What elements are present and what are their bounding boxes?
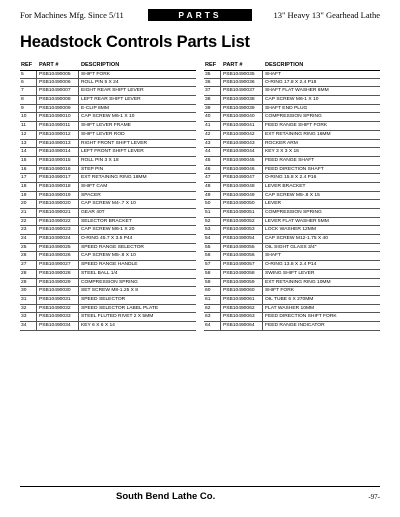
part-number-cell: PSB10490046 [221, 166, 263, 174]
table-row [20, 131, 196, 140]
description-cell: SPEED RANGE SELECTOR [81, 244, 144, 250]
ref-cell: 21 [20, 209, 37, 217]
ref-cell: 20 [20, 200, 37, 208]
part-number-cell: PSB10490045 [221, 157, 263, 165]
description-cell: EIGHT REAR SHIFT LEVER [81, 88, 144, 94]
description-cell: O-RING 45.7 X 3.5 P44 [81, 236, 133, 242]
description-cell: SPACER [81, 192, 101, 198]
table-row [20, 296, 196, 305]
description-cell: FEED DIRECTION SHIFT FORK [265, 314, 337, 320]
part-number-cell: PSB10490063 [221, 313, 263, 321]
ref-cell: 47 [204, 174, 221, 182]
column-header-ref: REF [21, 62, 33, 68]
part-number-cell: PSB10490028 [37, 270, 79, 278]
ref-cell: 37 [204, 87, 221, 95]
table-row [204, 157, 380, 166]
table-row [20, 79, 196, 88]
part-number-cell: PSB10490064 [221, 322, 263, 330]
description-cell: EXT RETAINING RING 10MM [265, 279, 331, 285]
description-cell: COMPRESSION SPRING [81, 279, 138, 285]
part-number-cell: PSB10490031 [37, 296, 79, 304]
table-row [20, 166, 196, 175]
header-model-name: 13" Heavy 13" Gearhead Lathe [273, 10, 380, 20]
part-number-cell: PSB10490062 [221, 305, 263, 313]
ref-cell: 28 [20, 270, 37, 278]
description-cell: OIL SIGHT GLASS 3/4" [265, 244, 317, 250]
ref-cell: 46 [204, 166, 221, 174]
part-number-cell: PSB10490011 [37, 122, 79, 130]
table-row [20, 261, 196, 270]
description-cell: STEEL FLUTED RIVET 2 X 5MM [81, 314, 154, 320]
table-row [20, 218, 196, 227]
part-number-cell: PSB10490020 [37, 200, 79, 208]
ref-cell: 56 [204, 252, 221, 260]
table-row [204, 140, 380, 149]
ref-cell: 59 [204, 279, 221, 287]
table-row [20, 279, 196, 288]
part-number-cell: PSB10490052 [221, 218, 263, 226]
ref-cell: 45 [204, 157, 221, 165]
table-row [204, 105, 380, 114]
description-cell: SPEED RANGE HANDLE [81, 262, 138, 268]
ref-cell: 62 [204, 305, 221, 313]
table-row [204, 87, 380, 96]
description-cell: SHAFT [265, 72, 282, 77]
description-cell: FEED RANGE INDICATOR [265, 322, 325, 328]
description-cell: GEAR 40T [81, 210, 105, 215]
description-cell: O-RING 15.8 X 2.4 P16 [265, 175, 317, 181]
parts-table-right [204, 60, 380, 331]
table-row [204, 70, 380, 79]
part-number-cell: PSB10490013 [37, 140, 79, 148]
part-number-cell: PSB10490005 [37, 71, 79, 78]
part-number-cell: PSB10490036 [221, 79, 263, 87]
part-number-cell: PSB10490012 [37, 131, 79, 139]
ref-cell: 19 [20, 192, 37, 200]
description-cell: CAP SCREW M4-.7 X 10 [81, 201, 136, 207]
description-cell: LEFT FRONT SHIFT LEVER [81, 149, 144, 155]
page-title: Headstock Controls Parts List [20, 33, 250, 51]
part-number-cell: PSB10490026 [37, 252, 79, 260]
table-row [204, 192, 380, 201]
part-number-cell: PSB10490043 [221, 140, 263, 148]
part-number-cell: PSB10490029 [37, 279, 79, 287]
part-number-cell: PSB10490021 [37, 209, 79, 217]
table-row [20, 200, 196, 209]
table-row [204, 131, 380, 140]
description-cell: FEED DIRECTION SHAFT [265, 166, 324, 172]
part-number-cell: PSB10490009 [37, 105, 79, 113]
ref-cell: 10 [20, 113, 37, 121]
table-row [20, 209, 196, 218]
description-cell: CAP SCREW M5-.8 X 15 [265, 192, 320, 198]
part-number-cell: PSB10490014 [37, 148, 79, 156]
part-number-cell: PSB10490059 [221, 279, 263, 287]
part-number-cell: PSB10490054 [221, 235, 263, 243]
ref-cell: 57 [204, 261, 221, 269]
part-number-cell: PSB10490061 [221, 296, 263, 304]
description-cell: SHIFT FORK [265, 288, 294, 294]
table-row [20, 322, 196, 331]
description-cell: E-CLIP 8MM [81, 105, 109, 111]
ref-cell: 35 [204, 71, 221, 78]
table-row [20, 287, 196, 296]
table-row [204, 270, 380, 279]
table-row [204, 209, 380, 218]
part-number-cell: PSB10490058 [221, 270, 263, 278]
ref-cell: 63 [204, 313, 221, 321]
part-number-cell: PSB10490060 [221, 287, 263, 295]
table-row [204, 79, 380, 88]
description-cell: EXT RETAINING RING 16MM [265, 131, 331, 137]
ref-cell: 18 [20, 183, 37, 191]
header-machine-note: For Machines Mfg. Since 5/11 [20, 10, 124, 20]
part-number-cell: PSB10490038 [221, 96, 263, 104]
ref-cell: 25 [20, 244, 37, 252]
part-number-cell: PSB10490016 [37, 166, 79, 174]
description-cell: CAP SCREW M6-1 X 10 [81, 114, 135, 120]
description-cell: COMPRESSION SPRING [265, 210, 322, 215]
table-row [204, 113, 380, 122]
part-number-cell: PSB10490030 [37, 287, 79, 295]
part-number-cell: PSB10490019 [37, 192, 79, 200]
part-number-cell: PSB10490048 [221, 183, 263, 191]
ref-cell: 26 [20, 252, 37, 260]
table-row [20, 313, 196, 322]
ref-cell: 52 [204, 218, 221, 226]
ref-cell: 5 [20, 71, 37, 78]
description-cell: ROLL PIN 5 X 24 [81, 79, 119, 85]
part-number-cell: PSB10490008 [37, 96, 79, 104]
ref-cell: 7 [20, 87, 37, 95]
table-row [204, 252, 380, 261]
ref-cell: 8 [20, 96, 37, 104]
description-cell: COMPRESSION SPRING [265, 114, 322, 120]
parts-table-left [20, 60, 196, 331]
part-number-cell: PSB10490039 [221, 105, 263, 113]
ref-cell: 33 [20, 313, 37, 321]
footer-brand: South Bend Lathe Co. [116, 491, 216, 502]
table-row [20, 252, 196, 261]
table-row [20, 122, 196, 131]
ref-cell: 34 [20, 322, 37, 330]
ref-cell: 41 [204, 122, 221, 130]
ref-cell: 58 [204, 270, 221, 278]
table-row [20, 70, 196, 79]
description-cell: SHAFT FLAT WASHER 6MM [265, 88, 329, 94]
description-cell: LEVER BRACKET [265, 183, 306, 189]
description-cell: O-RING 13.8 X 2.4 P14 [265, 262, 317, 268]
part-number-cell: PSB10490044 [221, 148, 263, 156]
ref-cell: 22 [20, 218, 37, 226]
part-number-cell: PSB10490047 [221, 174, 263, 182]
column-header-description: DESCRIPTION [265, 62, 304, 68]
ref-cell: 61 [204, 296, 221, 304]
description-cell: CAP SCREW M6-1 X 10 [265, 97, 319, 103]
description-cell: O-RING 17.8 X 2.4 P18 [265, 79, 317, 85]
table-row [20, 157, 196, 166]
description-cell: SHIFT CAM [81, 183, 108, 189]
ref-cell: 11 [20, 122, 37, 130]
table-row [20, 235, 196, 244]
part-number-cell: PSB10490057 [221, 261, 263, 269]
part-number-cell: PSB10490033 [37, 313, 79, 321]
table-row [204, 235, 380, 244]
table-row [20, 226, 196, 235]
column-header-part: PART # [223, 62, 243, 68]
column-header-description: DESCRIPTION [81, 62, 120, 68]
part-number-cell: PSB10490056 [221, 252, 263, 260]
description-cell: LEVER FLAT WASHER 5MM [265, 218, 329, 224]
part-number-cell: PSB10490018 [37, 183, 79, 191]
ref-cell: 30 [20, 287, 37, 295]
page-header [20, 9, 380, 21]
description-cell: CAP SCREW M5-.8 X 10 [81, 253, 136, 259]
description-cell: STEEL BALL 1/4 [81, 270, 118, 276]
table-row [204, 296, 380, 305]
table-row [20, 174, 196, 183]
table-row [204, 166, 380, 175]
ref-cell: 49 [204, 192, 221, 200]
part-number-cell: PSB10490051 [221, 209, 263, 217]
table-row [204, 244, 380, 253]
ref-cell: 14 [20, 148, 37, 156]
part-number-cell: PSB10490023 [37, 226, 79, 234]
table-row [204, 148, 380, 157]
part-number-cell: PSB10490025 [37, 244, 79, 252]
description-cell: FEED RANGE SHIFT FORK [265, 123, 328, 129]
part-number-cell: PSB10490017 [37, 174, 79, 182]
part-number-cell: PSB10490055 [221, 244, 263, 252]
ref-cell: 40 [204, 113, 221, 121]
ref-cell: 24 [20, 235, 37, 243]
table-row [204, 122, 380, 131]
ref-cell: 38 [204, 96, 221, 104]
part-number-cell: PSB10490024 [37, 235, 79, 243]
ref-cell: 51 [204, 209, 221, 217]
part-number-cell: PSB10490022 [37, 218, 79, 226]
description-cell: SET SCREW M8-1.25 X 8 [81, 288, 138, 294]
part-number-cell: PSB10490053 [221, 226, 263, 234]
table-row [204, 261, 380, 270]
part-number-cell: PSB10490049 [221, 192, 263, 200]
ref-cell: 55 [204, 244, 221, 252]
ref-cell: 23 [20, 226, 37, 234]
footer-rule [20, 486, 380, 487]
ref-cell: 36 [204, 79, 221, 87]
ref-cell: 64 [204, 322, 221, 330]
table-row [20, 183, 196, 192]
table-row [20, 270, 196, 279]
part-number-cell: PSB10490050 [221, 200, 263, 208]
table-row [204, 279, 380, 288]
page-number: -97- [368, 493, 380, 501]
ref-cell: 13 [20, 140, 37, 148]
description-cell: SELECTOR BRACKET [81, 218, 132, 224]
ref-cell: 29 [20, 279, 37, 287]
table-row [204, 287, 380, 296]
part-number-cell: PSB10490010 [37, 113, 79, 121]
description-cell: SHIFT LEVER FRAME [81, 123, 131, 129]
table-row [204, 200, 380, 209]
ref-cell: 53 [204, 226, 221, 234]
table-row [20, 148, 196, 157]
ref-cell: 12 [20, 131, 37, 139]
ref-cell: 48 [204, 183, 221, 191]
part-number-cell: PSB10490032 [37, 305, 79, 313]
part-number-cell: PSB10490007 [37, 87, 79, 95]
header-section-label: PARTS [148, 9, 252, 21]
description-cell: RIGHT FRONT SHIFT LEVER [81, 140, 148, 146]
table-row [20, 305, 196, 314]
description-cell: OIL TUBE 6 X 270MM [265, 296, 314, 302]
table-row [204, 226, 380, 235]
part-number-cell: PSB10490034 [37, 322, 79, 330]
part-number-cell: PSB10490042 [221, 131, 263, 139]
description-cell: FEED RANGE SHAFT [265, 157, 315, 163]
part-number-cell: PSB10490035 [221, 71, 263, 78]
ref-cell: 32 [20, 305, 37, 313]
part-number-cell: PSB10490040 [221, 113, 263, 121]
description-cell: ROCKER ARM [265, 140, 298, 146]
ref-cell: 39 [204, 105, 221, 113]
description-cell: SHIFT FORK [81, 72, 110, 77]
ref-cell: 44 [204, 148, 221, 156]
description-cell: ROLL PIN 3 X 18 [81, 157, 119, 163]
ref-cell: 17 [20, 174, 37, 182]
part-number-cell: PSB10490041 [221, 122, 263, 130]
table-row [20, 113, 196, 122]
ref-cell: 16 [20, 166, 37, 174]
part-number-cell: PSB10490006 [37, 79, 79, 87]
table-row [20, 105, 196, 114]
description-cell: SHAFT [265, 253, 282, 259]
table-row [20, 140, 196, 149]
description-cell: KEY 3 X 3 X 16 [265, 149, 299, 155]
description-cell: EXT RETAINING RING 18MM [81, 175, 147, 181]
table-row [204, 305, 380, 314]
part-number-cell: PSB10490037 [221, 87, 263, 95]
description-cell: KEY 6 X 6 X 14 [81, 322, 115, 328]
ref-cell: 54 [204, 235, 221, 243]
table-row [20, 192, 196, 201]
table-row [20, 244, 196, 253]
table-header [204, 60, 380, 70]
column-header-ref: REF [205, 62, 217, 68]
description-cell: STEP PIN [81, 166, 104, 172]
table-row [204, 96, 380, 105]
description-cell: LEFT REAR SHIFT LEVER [81, 97, 141, 103]
table-row [204, 313, 380, 322]
description-cell: SHIFT LEVER ROD [81, 131, 125, 137]
description-cell: LEVER [265, 201, 282, 207]
description-cell: SHAFT END PLUG [265, 105, 308, 111]
table-row [204, 322, 380, 331]
ref-cell: 31 [20, 296, 37, 304]
table-header [20, 60, 196, 70]
table-row [204, 174, 380, 183]
ref-cell: 50 [204, 200, 221, 208]
column-header-part: PART # [39, 62, 59, 68]
description-cell: SWING SHIFT LEVER [265, 270, 315, 276]
ref-cell: 6 [20, 79, 37, 87]
table-row [204, 218, 380, 227]
ref-cell: 60 [204, 287, 221, 295]
description-cell: FLAT WASHER 10MM [265, 305, 315, 311]
ref-cell: 9 [20, 105, 37, 113]
description-cell: LOCK WASHER 12MM [265, 227, 316, 233]
description-cell: SPEED SELECTOR LABEL PLATE [81, 305, 159, 311]
ref-cell: 15 [20, 157, 37, 165]
ref-cell: 42 [204, 131, 221, 139]
ref-cell: 43 [204, 140, 221, 148]
description-cell: CAP SCREW M6-1 X 20 [81, 227, 135, 233]
description-cell: CAP SCREW M12-1.75 X 40 [265, 236, 328, 242]
table-row [204, 183, 380, 192]
part-number-cell: PSB10490015 [37, 157, 79, 165]
ref-cell: 27 [20, 261, 37, 269]
part-number-cell: PSB10490027 [37, 261, 79, 269]
table-row [20, 87, 196, 96]
table-row [20, 96, 196, 105]
description-cell: SPEED SELECTOR [81, 296, 126, 302]
